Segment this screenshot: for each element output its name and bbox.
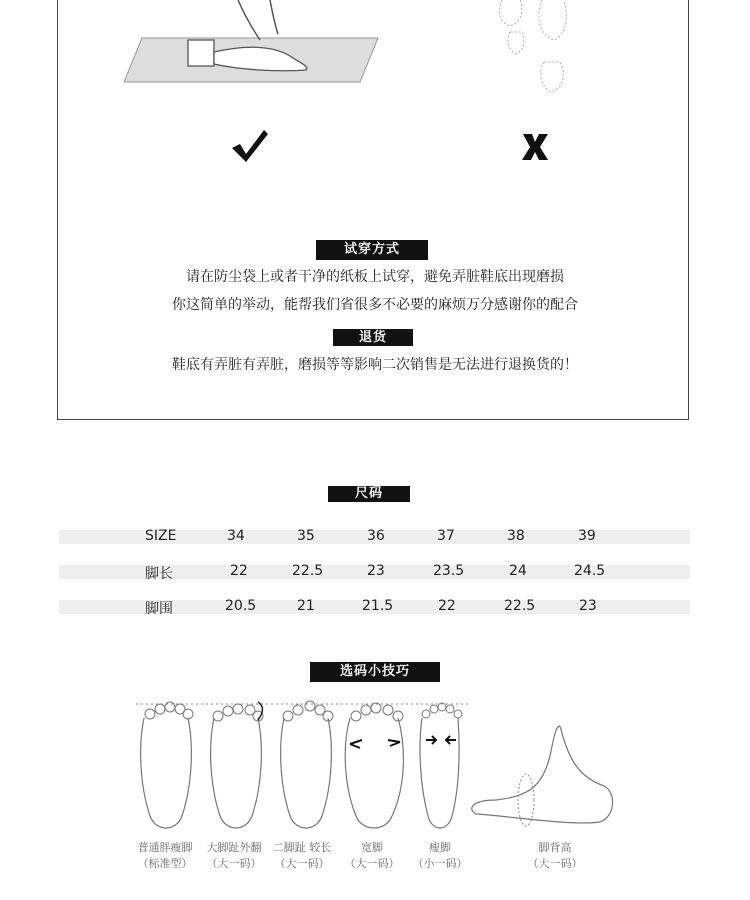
cell: 22 [438, 598, 456, 614]
return-line: 鞋底有弄脏有弄脏，磨损等等影响二次销售是无法进行退换货的！ [172, 357, 578, 373]
tips-heading: 选码小技巧 [310, 662, 440, 682]
foot-caption: 二脚趾 较长 （大一码） [272, 841, 332, 870]
foot-caption: 宽脚 （大一码） [344, 841, 400, 870]
try-on-line-2: 你这简单的举动，能帮我们省很多不必要的麻烦万分感谢你的配合 [172, 297, 578, 313]
foot-outline [211, 718, 262, 828]
cross-icon [520, 132, 550, 162]
cell: 37 [437, 528, 455, 544]
return-heading: 退货 [333, 329, 413, 346]
feet-diagram [130, 696, 620, 836]
foot-outline [345, 718, 403, 828]
foot-caption: 脚背高 （大一码） [527, 841, 583, 870]
size-heading: 尺码 [328, 486, 410, 502]
foot-caption: 瘦脚 （小一码） [412, 841, 468, 870]
size-table-row [0, 563, 750, 583]
check-icon [230, 128, 270, 164]
cell: 34 [227, 528, 245, 544]
cell: 36 [367, 528, 385, 544]
cell: 21 [297, 598, 315, 614]
row-label: 脚围 [145, 601, 173, 617]
shoe-on-mat-illustration [120, 0, 385, 90]
cell: 35 [297, 528, 315, 544]
foot-outline [141, 718, 192, 828]
cell: 23 [579, 598, 597, 614]
cell: 22.5 [504, 598, 536, 614]
cell: 24.5 [574, 563, 606, 579]
cell: 39 [578, 528, 596, 544]
cell: 23 [367, 563, 385, 579]
foot-outline [472, 726, 613, 823]
cell: 22.5 [292, 563, 324, 579]
cell: 38 [507, 528, 525, 544]
try-on-heading: 试穿方式 [316, 240, 428, 260]
size-table-row [0, 598, 750, 618]
size-table-row [0, 528, 750, 548]
row-label: 脚长 [145, 566, 173, 582]
try-on-line-1: 请在防尘袋上或者干净的纸板上试穿，避免弄脏鞋底出现磨损 [186, 269, 564, 285]
foot-outline [420, 718, 459, 828]
cell: 22 [230, 563, 248, 579]
footprints-illustration [488, 0, 588, 100]
cell: 24 [509, 563, 527, 579]
row-label: SIZE [145, 528, 177, 544]
cell: 23.5 [433, 563, 465, 579]
foot-caption: 普通胖瘦脚 （标准型） [137, 841, 193, 870]
cell: 20.5 [225, 598, 257, 614]
foot-caption: 大脚趾外翻 （大一码） [206, 841, 262, 870]
foot-outline [281, 718, 332, 828]
cell: 21.5 [362, 598, 394, 614]
